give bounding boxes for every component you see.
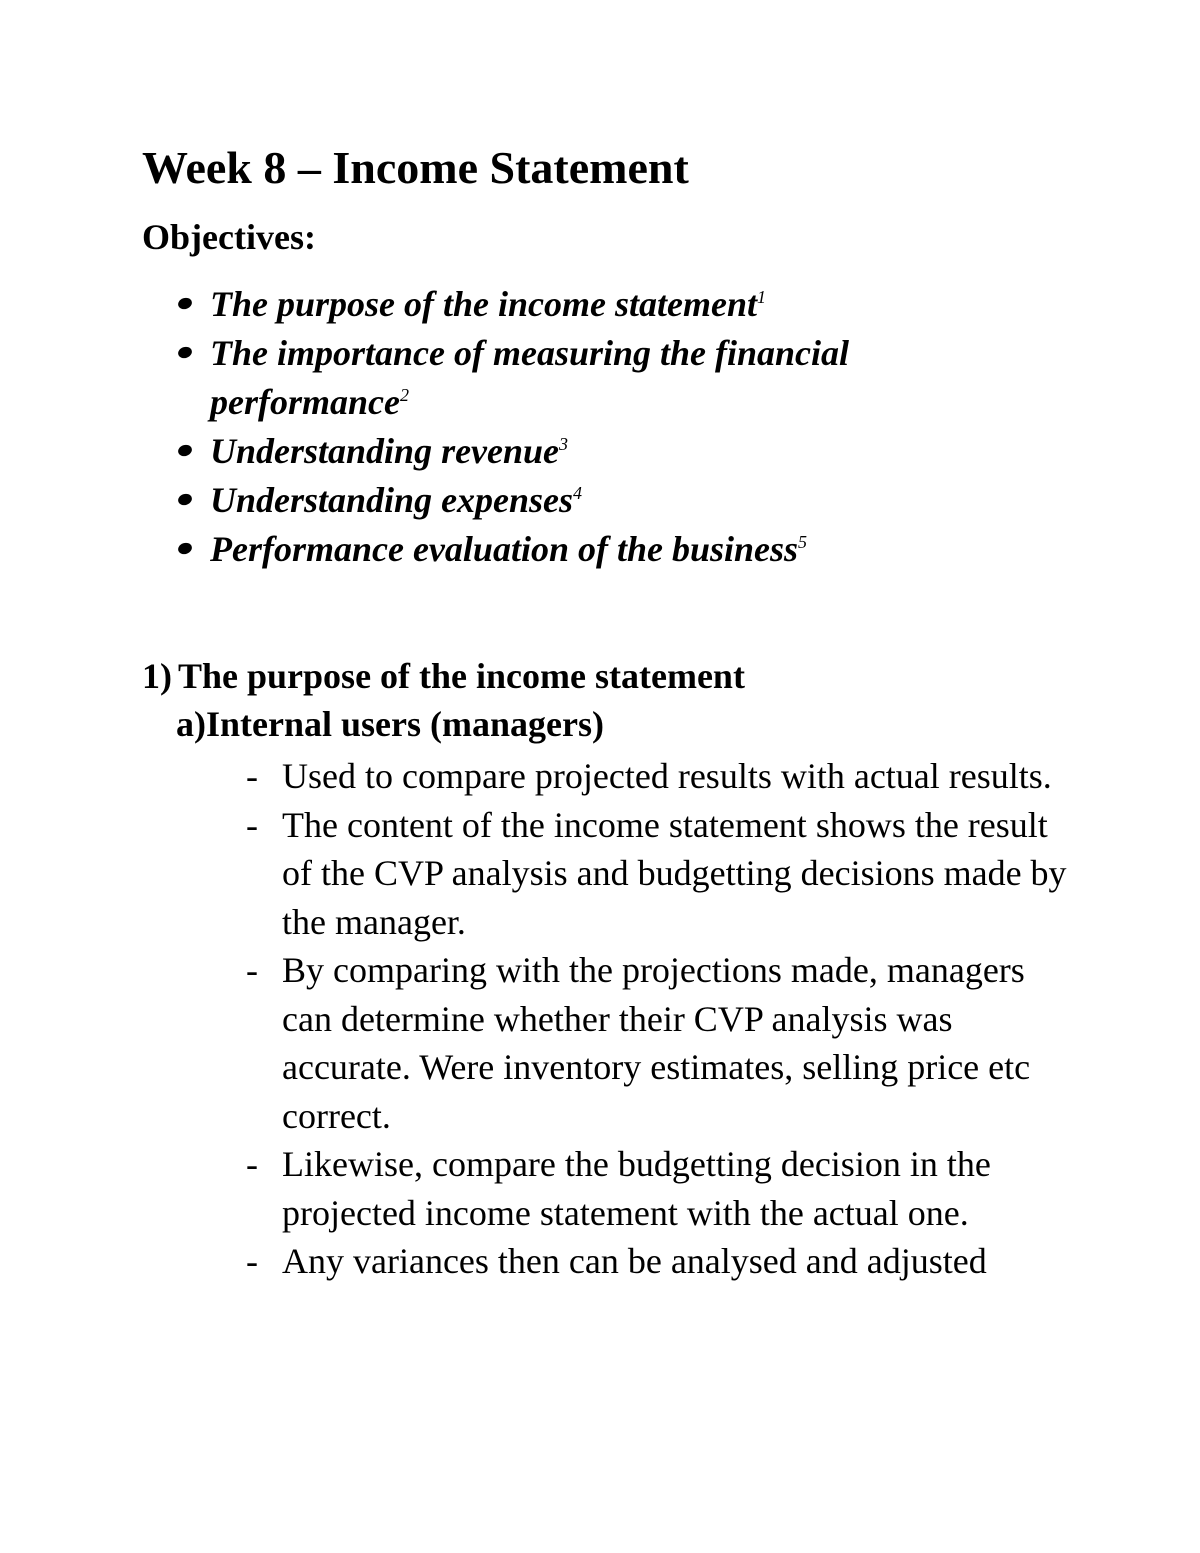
footnote-marker: 2	[399, 385, 409, 405]
footnote-marker: 1	[756, 287, 766, 307]
subsection-label: a)	[176, 704, 206, 744]
list-item	[0, 1140, 1082, 1237]
bullet-icon	[177, 443, 194, 458]
objective-text: Understanding revenue	[210, 431, 560, 471]
section-number: 1)	[142, 656, 172, 696]
bullet-icon	[177, 541, 194, 556]
objective-text: Performance evaluation of the business	[210, 529, 799, 569]
dash-marker: -	[246, 1144, 258, 1184]
bullet-icon	[177, 296, 194, 311]
bullet-icon	[177, 345, 194, 360]
point-text: Likewise, compare the budgetting decision in the projected income statement with the actual one.	[282, 1144, 991, 1233]
objective-item	[0, 280, 930, 329]
list-item	[0, 1237, 1082, 1286]
objective-item	[0, 525, 930, 574]
objective-text: Understanding expenses	[210, 480, 574, 520]
objective-text: The purpose of the income statement	[210, 284, 757, 324]
point-text: Used to compare projected results with actual results.	[282, 756, 1052, 796]
subsection-title: Internal users (managers)	[206, 704, 604, 744]
points-list	[0, 752, 1200, 1286]
objectives-list	[0, 280, 1200, 574]
section-title: The purpose of the income statement	[178, 656, 745, 696]
subsection-heading	[176, 703, 604, 746]
objective-text: The importance of measuring the financial performance	[210, 333, 850, 422]
footnote-marker: 4	[573, 483, 583, 503]
point-text: The content of the income statement shows the result of the CVP analysis and budgetting decisions made by the manager.	[282, 804, 1067, 942]
dash-marker: -	[246, 804, 258, 845]
objective-item	[0, 427, 930, 476]
page-title: Week 8 – Income Statement	[142, 142, 689, 193]
point-text: Any variances then can be analysed and adjusted	[282, 1241, 987, 1281]
dash-marker: -	[246, 1241, 258, 1281]
objective-item	[0, 476, 930, 525]
dash-marker: -	[246, 756, 258, 796]
list-item	[0, 752, 1082, 801]
bullet-icon	[177, 492, 194, 507]
point-text: By comparing with the projections made, managers can determine whether their CVP analysis was accurate. Were inventory estimates, selling price etc correct.	[282, 950, 1031, 1136]
objectives-heading: Objectives:	[142, 217, 316, 257]
objective-item	[0, 329, 930, 427]
list-item	[0, 946, 1082, 1140]
footnote-marker: 3	[559, 434, 569, 454]
list-item	[0, 801, 1082, 947]
footnote-marker: 5	[798, 532, 808, 552]
section-heading	[142, 655, 745, 698]
dash-marker: -	[246, 950, 258, 990]
